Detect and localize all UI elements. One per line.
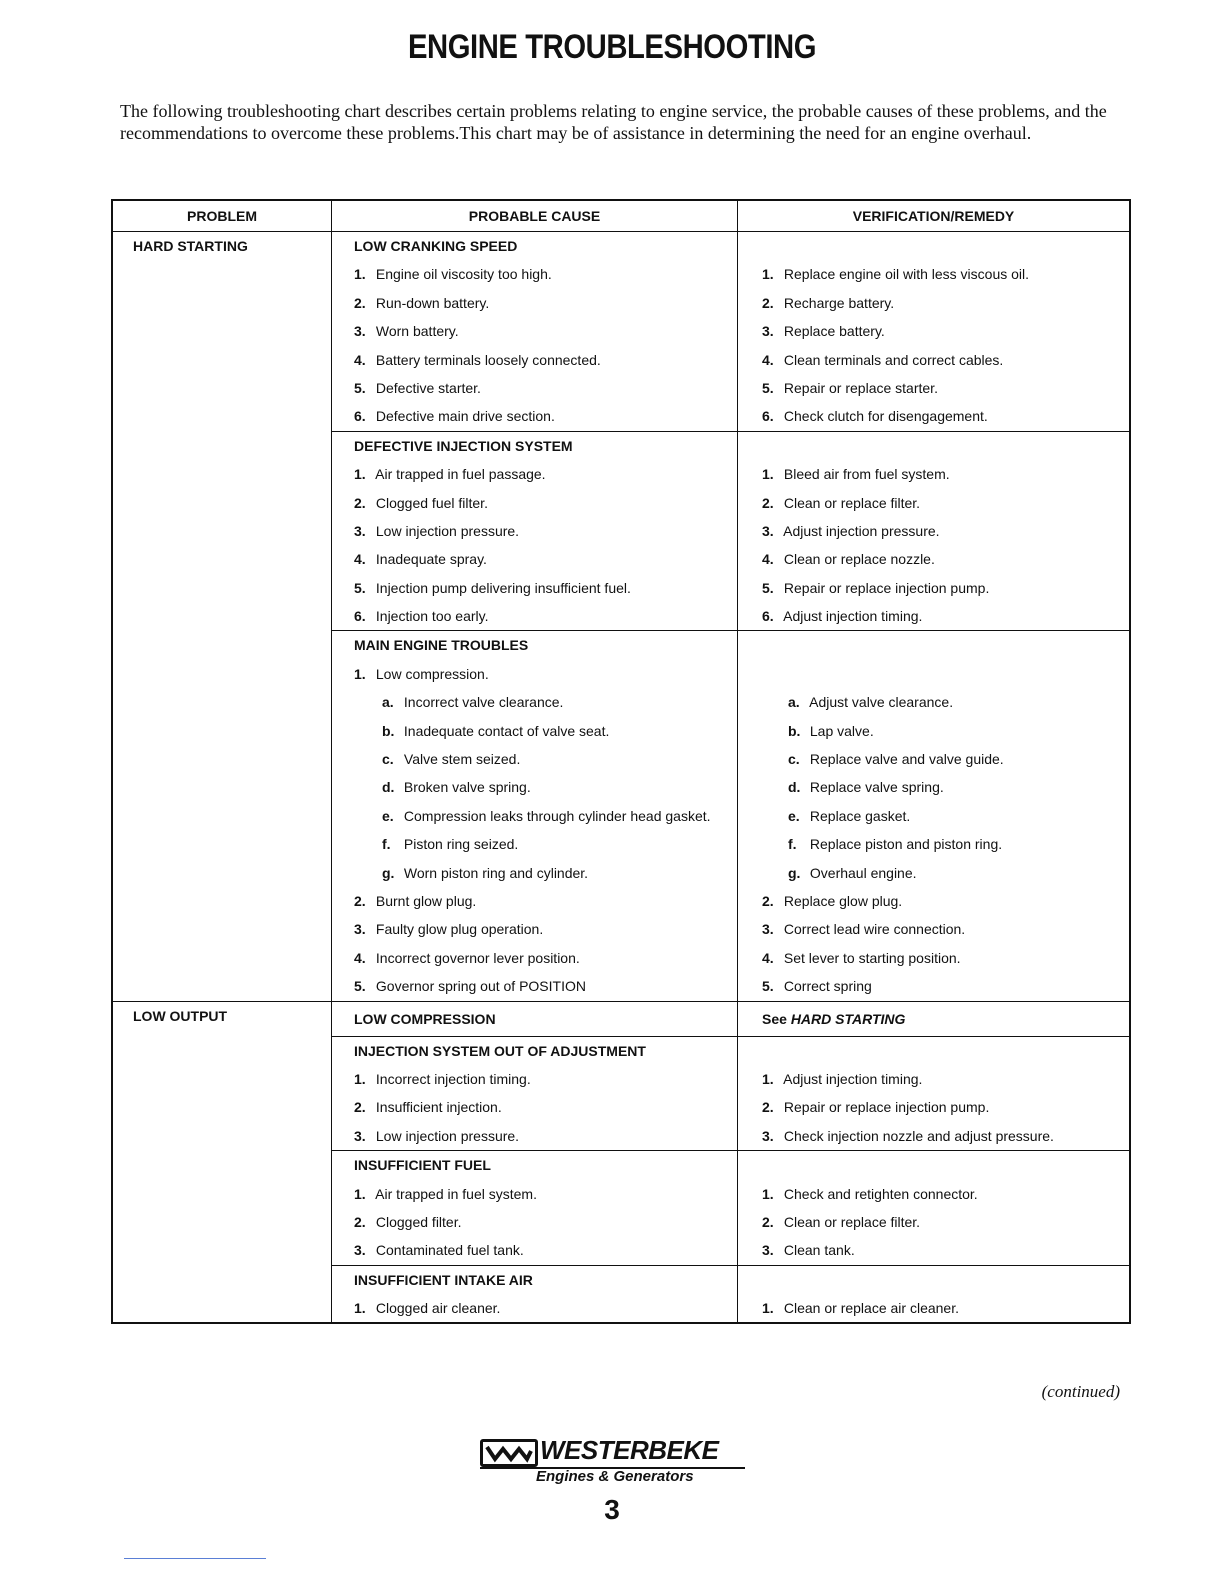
item-number: 5.: [354, 978, 366, 995]
brand-logo: [480, 1437, 750, 1497]
item-number: 2.: [762, 892, 774, 909]
item-text: Adjust valve clearance.: [809, 694, 954, 711]
logo-brand-text: WESTERBEKE: [540, 1435, 719, 1465]
list-item: [738, 489, 1129, 517]
item-text: Compression leaks through cylinder head gasket.: [403, 807, 711, 824]
list-item: [332, 915, 737, 943]
item-number: 1.: [762, 1185, 774, 1202]
item-text: Air trapped in fuel system.: [375, 1185, 537, 1202]
list-item: [738, 574, 1129, 602]
table-row: [112, 232, 1130, 432]
list-item: [738, 374, 1129, 402]
item-number: 4.: [354, 551, 366, 568]
item-number: 2.: [354, 294, 366, 311]
list-item: [738, 773, 1129, 801]
problem-hard-starting: HARD STARTING: [112, 232, 332, 1002]
footer-divider: [124, 1558, 266, 1559]
item-number: 3.: [354, 323, 366, 340]
remedy-cell: [738, 232, 1131, 432]
item-text: Incorrect injection timing.: [375, 1070, 531, 1087]
list-item: [332, 517, 737, 545]
item-number: 2.: [354, 1099, 366, 1116]
item-text: Repair or replace injection pump.: [783, 579, 990, 596]
item-number: 1.: [762, 1070, 774, 1087]
item-text: Bleed air from fuel system.: [783, 466, 950, 483]
item-text: Correct spring: [783, 978, 872, 995]
item-text: Adjust injection timing.: [783, 1070, 923, 1087]
cause-cell: [332, 631, 738, 1001]
list-item: [332, 460, 737, 488]
logo-tagline: Engines & Generators: [536, 1468, 694, 1485]
item-number: 1.: [762, 466, 774, 483]
item-number: 5.: [354, 579, 366, 596]
remedy-cell: [738, 431, 1131, 631]
list-item: [738, 1180, 1129, 1208]
intro-paragraph: The following troubleshooting chart describes certain problems relating to engine service, the probable causes of these problems, and the recommendations to overcome these problems.This chart may be of assistance in determining the need for an engine overhaul.: [120, 101, 1107, 143]
item-text: Low compression.: [375, 665, 489, 682]
item-number: 1.: [762, 266, 774, 283]
list-item: [332, 1065, 737, 1093]
header-remedy: VERIFICATION/REMEDY: [738, 200, 1131, 232]
list-item: [332, 1294, 737, 1322]
cause-cell: [332, 1265, 738, 1323]
item-number: 4.: [762, 551, 774, 568]
item-number: 2.: [354, 1213, 366, 1230]
item-text: Clean or replace filter.: [783, 494, 921, 511]
item-number: 3.: [762, 323, 774, 340]
item-text: Battery terminals loosely connected.: [375, 351, 601, 368]
page-title: ENGINE TROUBLESHOOTING: [407, 28, 817, 66]
item-number: 3.: [762, 522, 774, 539]
remedy-list: [738, 460, 1129, 630]
item-number: 1.: [762, 1300, 774, 1317]
item-text: Insufficient injection.: [375, 1099, 502, 1116]
cause-list: [332, 260, 737, 430]
page-number: 3: [604, 1494, 620, 1525]
item-number: 6.: [354, 608, 366, 625]
item-text: Clogged fuel filter.: [375, 494, 488, 511]
list-item: [738, 745, 1129, 773]
remedy-cell: [738, 1265, 1131, 1323]
see-label: See: [762, 1010, 787, 1027]
item-text: Replace piston and piston ring.: [809, 836, 1003, 853]
item-text: Piston ring seized.: [403, 836, 519, 853]
remedy-cell: [738, 1151, 1131, 1266]
remedy-list: [738, 1294, 1129, 1322]
list-item: [332, 1122, 737, 1150]
cause-cell: [332, 1036, 738, 1151]
item-text: Adjust injection pressure.: [783, 522, 940, 539]
item-number: c.: [788, 751, 800, 768]
list-item: [738, 1122, 1129, 1150]
cause-cell: [332, 1151, 738, 1266]
list-item: [332, 1208, 737, 1236]
item-text: Check clutch for disengagement.: [783, 408, 988, 425]
item-number: f.: [788, 836, 797, 853]
list-item: [332, 830, 737, 858]
list-item: [738, 1093, 1129, 1121]
remedy-list: [738, 260, 1129, 430]
list-item: [738, 1236, 1129, 1264]
item-number: 5.: [762, 978, 774, 995]
cause-heading: LOW CRANKING SPEED: [354, 238, 518, 254]
item-text: Replace gasket.: [809, 807, 911, 824]
item-text: Clean or replace filter.: [783, 1213, 921, 1230]
list-item: [738, 289, 1129, 317]
item-text: Correct lead wire connection.: [783, 921, 966, 938]
item-number: 2.: [762, 294, 774, 311]
list-item: [332, 602, 737, 630]
item-text: Adjust injection timing.: [783, 608, 923, 625]
list-item: [332, 802, 737, 830]
item-text: Air trapped in fuel passage.: [375, 466, 546, 483]
remedy-cell: [738, 1036, 1131, 1151]
list-item: [332, 745, 737, 773]
item-number: 1.: [354, 665, 366, 682]
list-item: [738, 1208, 1129, 1236]
item-number: e.: [788, 807, 800, 824]
remedy-list: [738, 1180, 1129, 1265]
remedy-list: [738, 1065, 1129, 1150]
sub-cause-list: [332, 688, 737, 887]
remedy-list: [738, 887, 1129, 1001]
list-item: [738, 915, 1129, 943]
list-item: [738, 1065, 1129, 1093]
item-number: 3.: [762, 1127, 774, 1144]
cause-heading: LOW COMPRESSION: [354, 1010, 496, 1027]
item-number: 1.: [354, 1185, 366, 1202]
item-text: Check and retighten connector.: [783, 1185, 978, 1202]
cause-list: [332, 1180, 737, 1265]
item-text: Valve stem seized.: [403, 751, 521, 768]
item-number: 1.: [354, 266, 366, 283]
troubleshooting-table: [111, 199, 1131, 1324]
item-text: Clean or replace nozzle.: [783, 551, 935, 568]
item-number: 3.: [354, 1242, 366, 1259]
list-item: [332, 489, 737, 517]
item-number: 4.: [354, 949, 366, 966]
item-number: c.: [382, 751, 394, 768]
list-item: [738, 944, 1129, 972]
header-problem: PROBLEM: [112, 200, 332, 232]
item-text: Overhaul engine.: [809, 864, 917, 881]
cause-list: [332, 1065, 737, 1150]
item-number: 4.: [354, 351, 366, 368]
item-number: a.: [788, 694, 800, 711]
list-item: [332, 717, 737, 745]
list-item: [738, 602, 1129, 630]
item-number: g.: [382, 864, 395, 881]
cause-cell: [332, 431, 738, 631]
item-text: Clogged filter.: [375, 1213, 462, 1230]
list-item: [332, 773, 737, 801]
item-number: 2.: [354, 494, 366, 511]
item-text: Incorrect valve clearance.: [403, 694, 564, 711]
list-item: [332, 289, 737, 317]
item-number: 6.: [762, 408, 774, 425]
header-cause: PROBABLE CAUSE: [332, 200, 738, 232]
remedy-cell: [738, 1001, 1131, 1036]
cause-list: [332, 460, 737, 630]
item-text: Inadequate spray.: [375, 551, 487, 568]
list-item: [738, 1294, 1129, 1322]
item-text: Defective starter.: [375, 379, 481, 396]
item-text: Clean terminals and correct cables.: [783, 351, 1004, 368]
item-text: Faulty glow plug operation.: [375, 921, 544, 938]
item-text: Repair or replace starter.: [783, 379, 938, 396]
item-text: Repair or replace injection pump.: [783, 1099, 990, 1116]
item-text: Incorrect governor lever position.: [375, 949, 580, 966]
list-item: [332, 260, 737, 288]
list-item: [332, 944, 737, 972]
item-number: f.: [382, 836, 391, 853]
list-item: [332, 1236, 737, 1264]
item-text: Replace engine oil with less viscous oil.: [783, 266, 1030, 283]
item-text: Run-down battery.: [375, 294, 490, 311]
item-number: 3.: [354, 522, 366, 539]
item-number: 2.: [762, 1213, 774, 1230]
item-number: 1.: [354, 466, 366, 483]
item-text: Worn piston ring and cylinder.: [403, 864, 589, 881]
item-text: Replace battery.: [783, 323, 885, 340]
item-text: Check injection nozzle and adjust pressure.: [783, 1127, 1054, 1144]
cause-heading: DEFECTIVE INJECTION SYSTEM: [354, 437, 573, 454]
item-number: 2.: [354, 892, 366, 909]
list-item: [738, 802, 1129, 830]
item-text: Replace valve spring.: [809, 779, 944, 796]
item-number: b.: [788, 722, 801, 739]
item-text: Low injection pressure.: [375, 1127, 520, 1144]
cause-list: [332, 1294, 737, 1322]
cause-cell: [332, 1001, 738, 1036]
list-item: [332, 574, 737, 602]
table-row: [112, 1001, 1130, 1036]
list-item: [738, 317, 1129, 345]
item-number: 6.: [762, 608, 774, 625]
item-text: Defective main drive section.: [375, 408, 555, 425]
item-number: 3.: [354, 921, 366, 938]
list-item: [332, 972, 737, 1000]
list-item: [738, 460, 1129, 488]
table-header-row: [112, 200, 1130, 232]
list-item: [332, 1093, 737, 1121]
list-item: [332, 688, 737, 716]
item-number: 3.: [354, 1127, 366, 1144]
item-number: 2.: [762, 1099, 774, 1116]
cause-heading: INSUFFICIENT FUEL: [354, 1157, 491, 1174]
item-number: 4.: [762, 949, 774, 966]
list-item: [738, 688, 1129, 716]
problem-low-output: LOW OUTPUT: [112, 1001, 332, 1323]
list-item: [738, 717, 1129, 745]
list-item: [332, 545, 737, 573]
sub-remedy-list: [738, 688, 1129, 887]
item-text: Inadequate contact of valve seat.: [403, 722, 610, 739]
list-item: [738, 545, 1129, 573]
list-item: [332, 346, 737, 374]
cause-list: [332, 887, 737, 1001]
list-item: [332, 887, 737, 915]
item-number: 5.: [354, 379, 366, 396]
item-text: Governor spring out of POSITION: [375, 978, 586, 995]
item-number: 5.: [762, 379, 774, 396]
item-text: Broken valve spring.: [403, 779, 531, 796]
cause-heading: INSUFFICIENT INTAKE AIR: [354, 1271, 533, 1288]
item-text: Clean or replace air cleaner.: [783, 1300, 959, 1317]
item-text: Low injection pressure.: [375, 522, 520, 539]
item-text: Contaminated fuel tank.: [375, 1242, 524, 1259]
item-number: 3.: [762, 921, 774, 938]
cause-heading: MAIN ENGINE TROUBLES: [354, 637, 529, 654]
item-text: Injection too early.: [375, 608, 489, 625]
item-text: Worn battery.: [375, 323, 459, 340]
item-number: g.: [788, 864, 801, 881]
list-item: [332, 1180, 737, 1208]
item-number: 6.: [354, 408, 366, 425]
item-number: e.: [382, 807, 394, 824]
list-item: [738, 887, 1129, 915]
item-number: a.: [382, 694, 394, 711]
item-number: d.: [788, 779, 801, 796]
item-number: 3.: [762, 1242, 774, 1259]
list-item: [332, 660, 737, 688]
item-number: b.: [382, 722, 395, 739]
cause-heading: INJECTION SYSTEM OUT OF ADJUSTMENT: [354, 1042, 646, 1059]
item-text: Injection pump delivering insufficient fuel.: [375, 579, 631, 596]
logo-mark-icon: [480, 1439, 538, 1467]
cause-cell: [332, 232, 738, 432]
list-item: [332, 374, 737, 402]
list-item: [738, 346, 1129, 374]
list-item: [738, 830, 1129, 858]
item-number: 1.: [354, 1300, 366, 1317]
item-text: Clogged air cleaner.: [375, 1300, 501, 1317]
list-item: [332, 402, 737, 430]
item-text: Recharge battery.: [783, 294, 895, 311]
item-text: Clean tank.: [783, 1242, 855, 1259]
see-reference: [738, 1002, 1129, 1036]
list-item: [738, 517, 1129, 545]
see-ref-link: HARD STARTING: [790, 1010, 906, 1027]
item-number: d.: [382, 779, 395, 796]
list-item: [738, 859, 1129, 887]
item-text: Replace glow plug.: [783, 892, 903, 909]
item-number: 5.: [762, 579, 774, 596]
list-item: [738, 260, 1129, 288]
item-text: Engine oil viscosity too high.: [375, 266, 552, 283]
continued-note: (continued): [1041, 1382, 1120, 1401]
item-number: 4.: [762, 351, 774, 368]
item-number: 2.: [762, 494, 774, 511]
list-item: [738, 402, 1129, 430]
item-text: Burnt glow plug.: [375, 892, 477, 909]
item-number: 1.: [354, 1070, 366, 1087]
item-text: Replace valve and valve guide.: [809, 751, 1004, 768]
item-text: Lap valve.: [809, 722, 874, 739]
item-text: Set lever to starting position.: [783, 949, 961, 966]
list-item: [332, 317, 737, 345]
remedy-cell: [738, 631, 1131, 1001]
list-item: [332, 859, 737, 887]
list-item: [738, 972, 1129, 1000]
